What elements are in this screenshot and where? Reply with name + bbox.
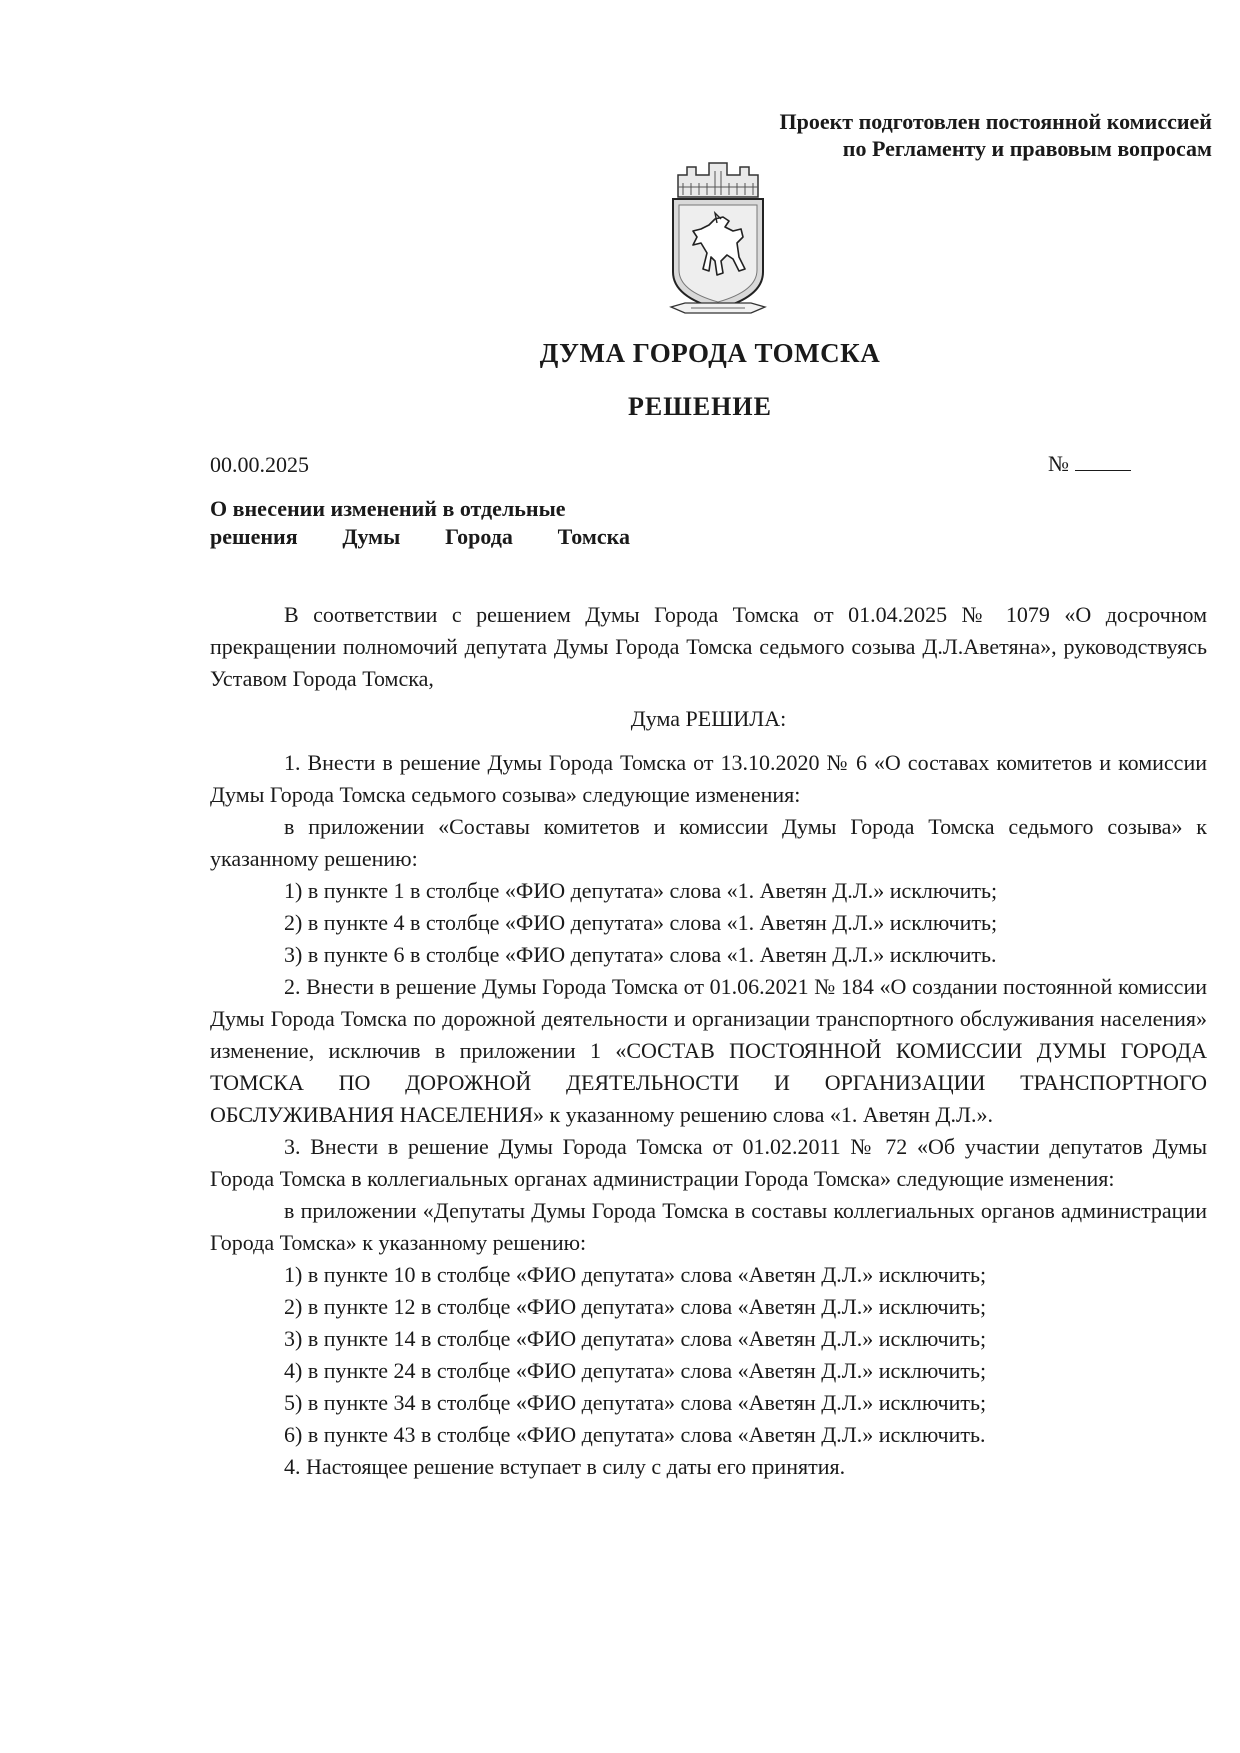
clause-1-item: 3) в пункте 6 в столбце «ФИО депутата» слова «1. Аветян Д.Л.» исключить. xyxy=(284,942,997,967)
decision-number xyxy=(1048,450,1131,477)
prepared-by-line-2: по Регламенту и правовым вопросам xyxy=(842,136,1212,161)
subject-word: Томска xyxy=(557,524,630,549)
clause-1-appendix: в приложении «Составы комитетов и комиссии Думы Города Томска седьмого созыва» к указанному решению: xyxy=(210,814,1207,871)
subject-line-2 xyxy=(210,523,630,551)
clause-2: 2. Внести в решение Думы Города Томска от 01.06.2021 № 184 «О создании постоянной комиссии Думы Города Томска по дорожной деятельности и организации транспортного обслуживания населения» изменение, исключив в приложении 1 «СОСТАВ ПОСТОЯННОЙ КОМИССИИ ДУМЫ ГОРОДА ТОМСКА ПО ДОРОЖНОЙ ДЕЯТЕЛЬНОСТИ И ОРГАНИЗАЦИИ ТРАНСПОРТНОГО ОБСЛУЖИВАНИЯ НАСЕЛЕНИЯ» к указанному решению слова «1. Аветян Д.Л.». xyxy=(210,974,1207,1127)
clause-4: 4. Настоящее решение вступает в силу с даты его принятия. xyxy=(284,1454,846,1479)
number-label: № xyxy=(1048,451,1069,476)
clause-1-item: 2) в пункте 4 в столбце «ФИО депутата» слова «1. Аветян Д.Л.» исключить; xyxy=(284,910,998,935)
clause-1: 1. Внести в решение Думы Города Томска от 13.10.2020 № 6 «О составах комитетов и комиссии Думы Города Томска седьмого созыва» следующие изменения: xyxy=(210,750,1207,807)
prepared-by-line-1: Проект подготовлен постоянной комиссией xyxy=(779,109,1212,134)
clause-3-item: 6) в пункте 43 в столбце «ФИО депутата» слова «Аветян Д.Л.» исключить. xyxy=(284,1422,986,1447)
clause-3-item: 2) в пункте 12 в столбце «ФИО депутата» слова «Аветян Д.Л.» исключить; xyxy=(284,1294,987,1319)
clause-3-item: 4) в пункте 24 в столбце «ФИО депутата» слова «Аветян Д.Л.» исключить; xyxy=(284,1358,987,1383)
resolved-heading: Дума РЕШИЛА: xyxy=(630,706,787,731)
tomsk-coat-of-arms-icon xyxy=(663,157,773,327)
clause-3-item: 5) в пункте 34 в столбце «ФИО депутата» слова «Аветян Д.Л.» исключить; xyxy=(284,1390,987,1415)
subject-word: Города xyxy=(445,524,513,549)
subject-word: Думы xyxy=(342,524,401,549)
decision-date: 00.00.2025 xyxy=(210,452,309,477)
prepared-by-note xyxy=(779,108,1212,162)
preamble-paragraph: В соответствии с решением Думы Города Томска от 01.04.2025 № 1079 «О досрочном прекращении полномочий депутата Думы Города Томска седьмого созыва Д.Л.Аветяна», руководствуясь Уставом Города Томска, xyxy=(210,602,1207,691)
decision-body xyxy=(210,599,1207,1483)
clause-3-item: 3) в пункте 14 в столбце «ФИО депутата» слова «Аветян Д.Л.» исключить; xyxy=(284,1326,987,1351)
decision-subject xyxy=(210,495,630,551)
number-blank-line xyxy=(1075,450,1131,471)
clause-3: 3. Внести в решение Думы Города Томска от 01.02.2011 № 72 «Об участии депутатов Думы Города Томска в коллегиальных органах администрации Города Томска» следующие изменения: xyxy=(210,1134,1207,1191)
subject-line-1: О внесении изменений в отдельные xyxy=(210,496,566,521)
organization-title: ДУМА ГОРОДА ТОМСКА xyxy=(539,338,881,368)
clause-3-item: 1) в пункте 10 в столбце «ФИО депутата» слова «Аветян Д.Л.» исключить; xyxy=(284,1262,987,1287)
clause-1-item: 1) в пункте 1 в столбце «ФИО депутата» слова «1. Аветян Д.Л.» исключить; xyxy=(284,878,998,903)
clause-3-appendix: в приложении «Депутаты Думы Города Томска в составы коллегиальных органов администрации Города Томска» к указанному решению: xyxy=(210,1198,1207,1255)
subject-word: решения xyxy=(210,524,298,549)
document-type-title: РЕШЕНИЕ xyxy=(628,392,772,421)
